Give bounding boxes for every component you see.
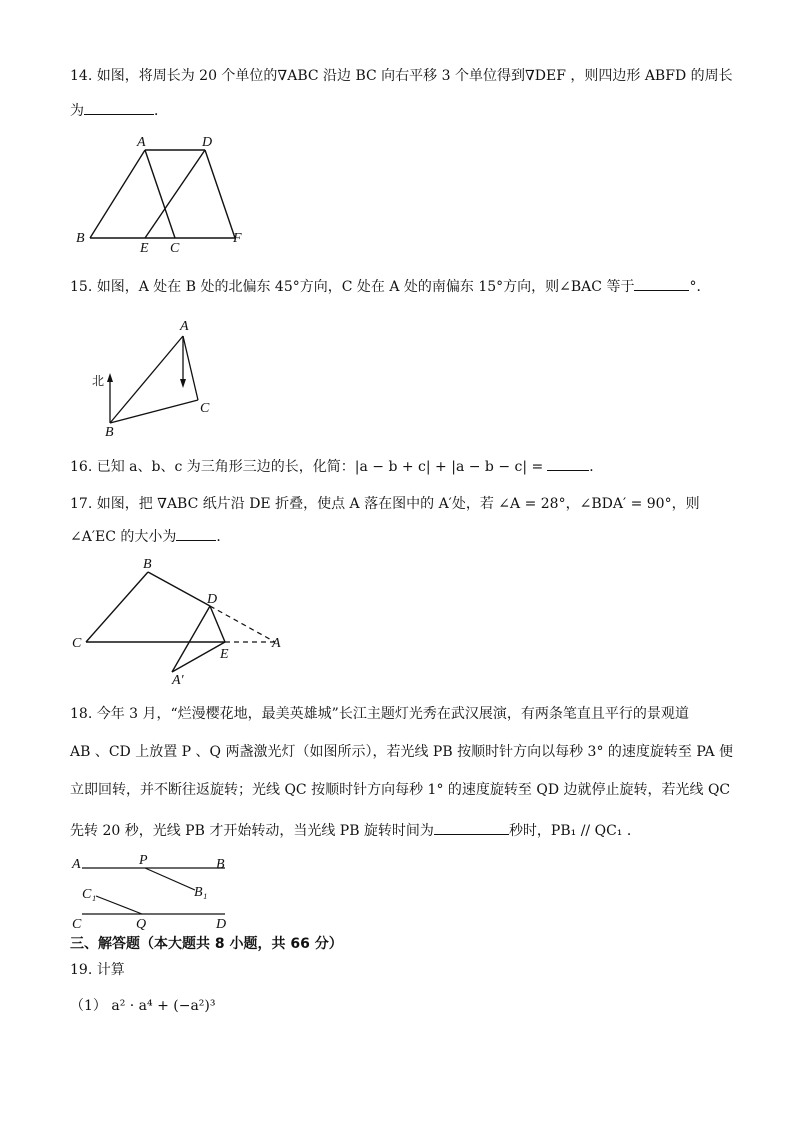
q18-label-B: B (216, 857, 225, 872)
q17-label-B: B (143, 557, 152, 572)
q18-label-Q: Q (136, 917, 147, 932)
q14-label-A: A (137, 135, 146, 150)
q15-figure (88, 318, 228, 440)
q19-title: 19. 计算 (70, 962, 125, 978)
q15-suffix: °． (689, 279, 711, 295)
q17-label-D: D (207, 592, 218, 607)
q15-answer-blank[interactable] (634, 276, 689, 291)
q18-label-A: A (72, 857, 81, 872)
q17-suffix: ． (216, 529, 231, 545)
q14-label-F: F (233, 231, 242, 246)
q14-suffix: ． (154, 103, 168, 119)
q15-label-A: A (180, 319, 189, 334)
q18-text-line3: 立即回转，并不断往返旋转；光线 QC 按顺时针方向每秒 1° 的速度旋转至 QD 边就停止旋转，若光线 QC (70, 782, 731, 798)
q18-text-line4 (70, 820, 641, 841)
q18-figure (70, 850, 240, 932)
q18-text-line2: AB 、CD 上放置 P 、Q 两盏激光灯（如图所示），若光线 PB 按顺时针方向以每秒 3° 的速度旋转至 PA 便 (70, 744, 734, 760)
q15-text (70, 276, 710, 297)
q14-prefix: 为 (70, 103, 84, 119)
q19-part1: （1） a² · a⁴ + (−a²)³ (70, 998, 216, 1014)
q14-label-E: E (140, 241, 149, 255)
q18-label-B1: B₁ (194, 885, 208, 900)
q14-answer-blank[interactable] (84, 100, 154, 115)
q18-label-C1: C₁ (82, 887, 97, 902)
q15-prefix: 15. 如图，A 处在 B 处的北偏东 45°方向，C 处在 A 处的南偏东 15°方向，则∠BAC 等于 (70, 279, 635, 295)
q17-text-line2 (70, 526, 230, 547)
q14-label-B: B (76, 231, 85, 246)
q18-answer-blank[interactable] (434, 820, 509, 835)
q17-label-C: C (72, 636, 82, 651)
q17-label-E: E (220, 647, 229, 662)
q14-figure (70, 130, 260, 255)
q15-label-north: 北 (92, 374, 105, 388)
q18-prefix: 先转 20 秒，光线 PB 才开始转动，当光线 PB 旋转时间为 (70, 823, 434, 839)
q16-text (70, 456, 603, 477)
q15-label-C: C (200, 401, 210, 416)
q14-label-D: D (202, 135, 213, 150)
q17-label-A: A (272, 636, 281, 651)
q18-suffix: 秒时，PB₁ // QC₁ ． (508, 823, 641, 839)
q16-prefix: 16. 已知 a、b、c 为三角形三边的长，化简：|a − b + c| + |a − b − c| = (70, 459, 544, 475)
q17-answer-blank[interactable] (176, 526, 216, 541)
q18-label-P: P (139, 853, 148, 868)
q17-figure (70, 556, 290, 688)
q17-prefix: ∠A′EC 的大小为 (70, 529, 177, 545)
q18-text-line1: 18. 今年 3 月，“烂漫樱花地，最美英雄城”长江主题灯光秀在武汉展演，有两条笔直且平行的景观道 (70, 706, 689, 722)
q17-label-A-prime: A′ (172, 673, 184, 688)
q18-label-D: D (216, 917, 227, 932)
q17-text-line1: 17. 如图，把 ∇ABC 纸片沿 DE 折叠，使点 A 落在图中的 A′处，若 ∠A = 28°，∠BDA′ = 90°，则 (70, 496, 700, 512)
section3-title: 三、解答题（本大题共 8 小题，共 66 分） (70, 936, 343, 952)
q16-answer-blank[interactable] (547, 456, 589, 471)
q14-text-line1: 14. 如图，将周长为 20 个单位的∇ABC 沿边 BC 向右平移 3 个单位得到∇DEF ，则四边形 ABFD 的周长 (70, 68, 733, 84)
q14-text-line2 (70, 100, 168, 121)
q15-label-B: B (105, 425, 114, 440)
q14-label-C: C (170, 241, 180, 255)
q16-suffix: ． (589, 459, 604, 475)
q18-label-C: C (72, 917, 82, 932)
